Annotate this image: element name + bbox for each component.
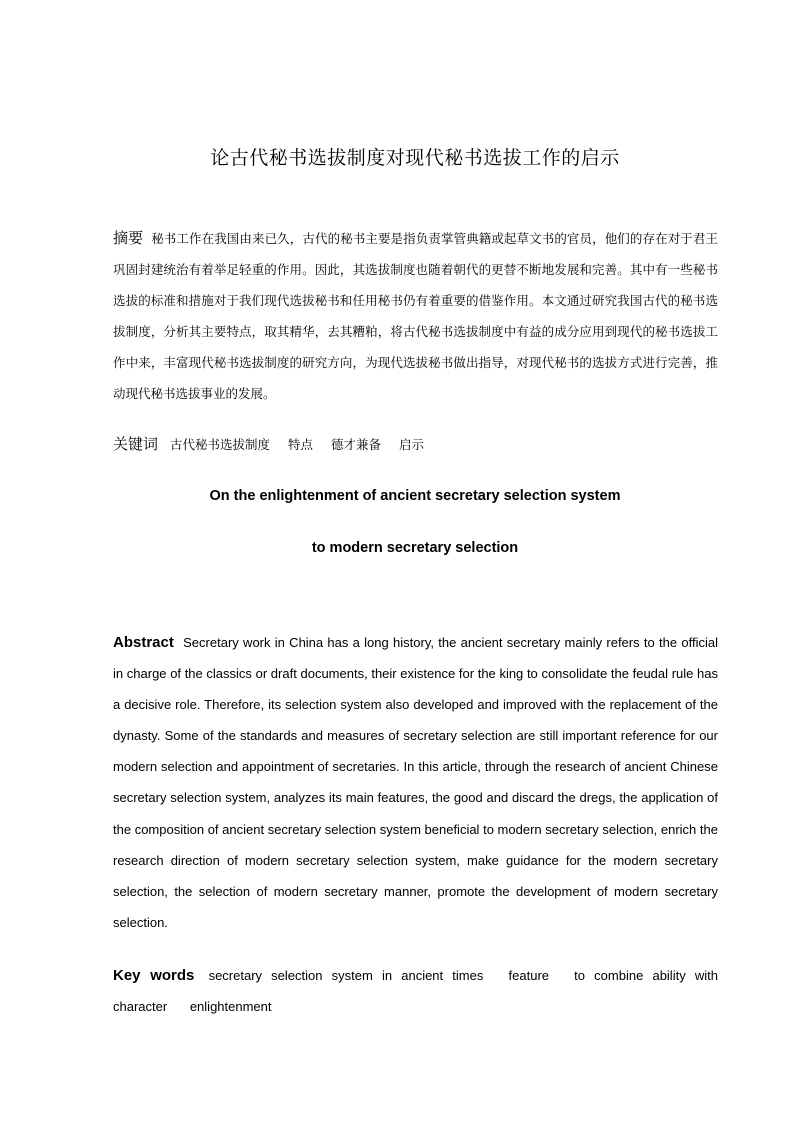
chinese-keywords-label: 关键词 [113, 435, 159, 453]
chinese-abstract-label: 摘要 [113, 229, 144, 247]
english-keywords-label: Key words [113, 967, 195, 984]
english-keywords [113, 960, 718, 1022]
english-keyword: to combine ability with character [113, 968, 718, 1014]
chinese-abstract-text: 秘书工作在我国由来已久，古代的秘书主要是指负责掌管典籍或起草文书的官员，他们的存在对于君王巩固封建统治有着举足轻重的作用。因此，其选拔制度也随着朝代的更替不断地发展和完善。其中有一些秘书选拔的标准和措施对于我们现代选拔秘书和任用秘书仍有着重要的借鉴作用。本文通过研究我国古代的秘书选拔制度，分析其主要特点，取其精华，去其糟粕，将古代秘书选拔制度中有益的成分应用到现代的秘书选拔工作中来，丰富现代秘书选拔制度的研究方向，为现代选拔秘书做出指导，对现代秘书的选拔方式进行完善，推动现代秘书选拔事业的发展。 [113, 231, 718, 401]
english-abstract-text: Secretary work in China has a long history, the ancient secretary mainly refers to the official in charge of the classics or draft documents, their existence for the king to consolidate the feudal rule has a decisive role. Therefore, its selection system also developed and improved with the replacement of the dynasty. Some of the standards and measures of secretary selection are still important reference for our modern selection and appointment of secretaries. In this article, through the research of ancient Chinese secretary selection system, analyzes its main features, the good and discard the dregs, the application of the composition of ancient secretary selection system beneficial to modern secretary selection, enrich the research direction of modern secretary selection system, make guidance for the modern secretary selection, the selection of modern secretary manner, promote the development of modern secretary selection. [113, 635, 718, 930]
english-keyword: enlightenment [189, 999, 272, 1014]
english-title-line-1: On the enlightenment of ancient secretary selection system [209, 488, 621, 504]
chinese-abstract [113, 223, 718, 409]
chinese-keyword: 古代秘书选拔制度 [170, 437, 271, 452]
english-title-line-2: to modern secretary selection [311, 540, 519, 556]
chinese-keyword: 德才兼备 [331, 437, 382, 452]
chinese-title: 论古代秘书选拔制度对现代秘书选拔工作的启示 [210, 147, 620, 169]
english-keyword: feature [508, 968, 550, 983]
chinese-keywords [113, 430, 718, 459]
chinese-keyword: 特点 [288, 437, 314, 452]
english-abstract [113, 627, 718, 938]
english-abstract-label: Abstract [113, 634, 174, 651]
chinese-keyword: 启示 [399, 437, 425, 452]
english-keyword: secretary selection system in ancient times [208, 968, 484, 983]
